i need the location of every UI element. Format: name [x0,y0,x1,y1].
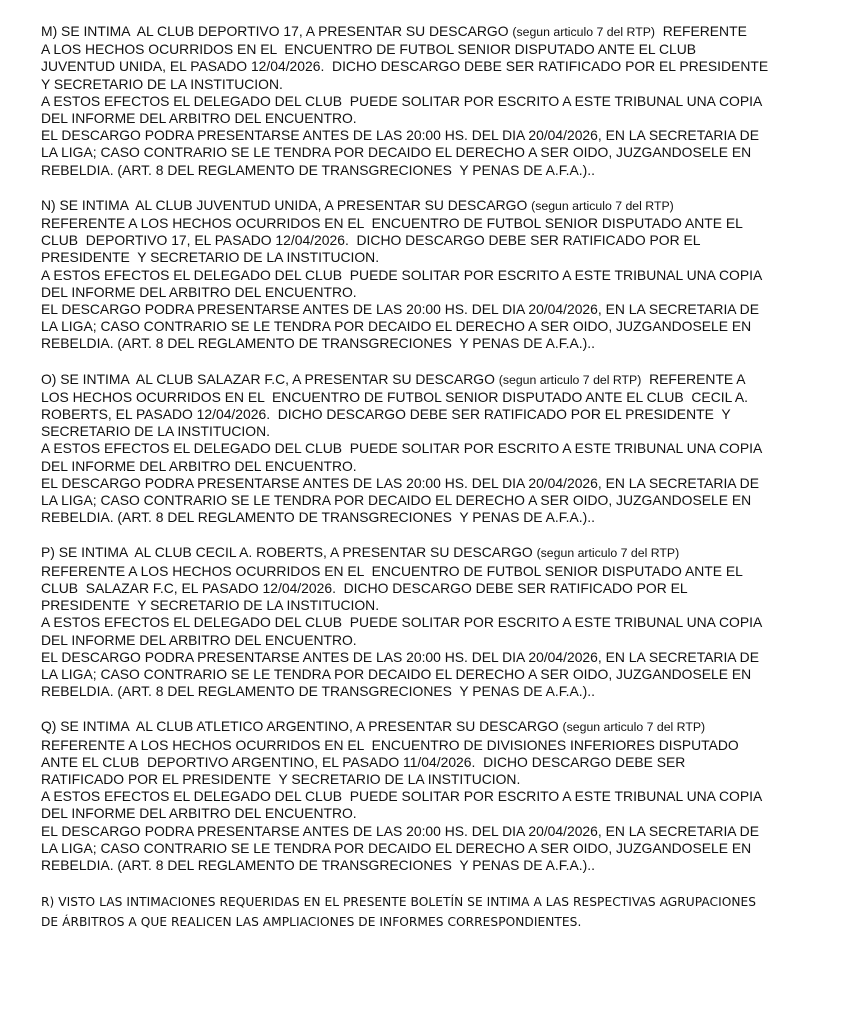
section-line: REBELDIA. (ART. 8 DEL REGLAMENTO DE TRANSGRECIONES Y PENAS DE A.F.A.).. [41,509,595,526]
section-line: DEL INFORME DEL ARBITRO DEL ENCUENTRO. [41,110,357,127]
closing-line: DE ÁRBITROS A QUE REALICEN LAS AMPLIACIONES DE INFORMES CORRESPONDIENTES. [41,915,582,930]
section-line: ANTE EL CLUB DEPORTIVO ARGENTINO, EL PASADO 11/04/2026. DICHO DESCARGO DEBE SER [41,753,686,770]
section-line: DEL INFORME DEL ARBITRO DEL ENCUENTRO. [41,457,357,474]
rtp-reference: (segun articulo 7 del RTP) [512,25,655,39]
section-line: LOS HECHOS OCURRIDOS EN EL ENCUENTRO DE FUTBOL SENIOR DISPUTADO ANTE EL CLUB CECIL A. [41,388,749,405]
section-line: ROBERTS, EL PASADO 12/04/2026. DICHO DESCARGO DEBE SER RATIFICADO POR EL PRESIDENTE Y [41,406,731,423]
section-line: SECRETARIO DE LA INSTITUCION. [41,423,270,440]
rtp-reference: (segun articulo 7 del RTP) [536,546,680,561]
section-n [41,197,828,353]
section-line: REBELDIA. (ART. 8 DEL REGLAMENTO DE TRANSGRECIONES Y PENAS DE A.F.A.).. [41,856,595,873]
section-line: EL DESCARGO PODRA PRESENTARSE ANTES DE LAS 20:00 HS. DEL DIA 20/04/2026, EN LA SECRETARIA DE [41,127,759,144]
section-line: LA LIGA; CASO CONTRARIO SE LE TENDRA POR DECAIDO EL DERECHO A SER OIDO, JUZGANDOSELE EN [41,839,752,856]
section-line: N) SE INTIMA AL CLUB JUVENTUD UNIDA, A PRESENTAR SU DESCARGO (segun articulo 7 del RTP) [41,196,674,213]
section-line: REFERENTE A LOS HECHOS OCURRIDOS EN EL ENCUENTRO DE FUTBOL SENIOR DISPUTADO ANTE EL [41,562,743,579]
section-line: EL DESCARGO PODRA PRESENTARSE ANTES DE LAS 20:00 HS. DEL DIA 20/04/2026, EN LA SECRETARIA DE [41,648,759,665]
section-line: EL DESCARGO PODRA PRESENTARSE ANTES DE LAS 20:00 HS. DEL DIA 20/04/2026, EN LA SECRETARIA DE [41,474,759,491]
section-line: CLUB SALAZAR F.C, EL PASADO 12/04/2026. DICHO DESCARGO DEBE SER RATIFICADO POR EL [41,579,688,596]
section-line: EL DESCARGO PODRA PRESENTARSE ANTES DE LAS 20:00 HS. DEL DIA 20/04/2026, EN LA SECRETARIA DE [41,301,759,318]
section-line: PRESIDENTE Y SECRETARIO DE LA INSTITUCION. [41,597,380,614]
section-line: REBELDIA. (ART. 8 DEL REGLAMENTO DE TRANSGRECIONES Y PENAS DE A.F.A.).. [41,161,595,178]
section-p [41,544,828,700]
section-line: REBELDIA. (ART. 8 DEL REGLAMENTO DE TRANSGRECIONES Y PENAS DE A.F.A.).. [41,335,595,352]
section-line: DEL INFORME DEL ARBITRO DEL ENCUENTRO. [41,283,357,300]
section-line: A ESTOS EFECTOS EL DELEGADO DEL CLUB PUEDE SOLITAR POR ESCRITO A ESTE TRIBUNAL UNA COPIA [41,92,763,109]
section-line: REBELDIA. (ART. 8 DEL REGLAMENTO DE TRANSGRECIONES Y PENAS DE A.F.A.).. [41,683,595,700]
section-line: P) SE INTIMA AL CLUB CECIL A. ROBERTS, A PRESENTAR SU DESCARGO (segun articulo 7 del RTP) [41,544,680,561]
section-line: CLUB DEPORTIVO 17, EL PASADO 12/04/2026. DICHO DESCARGO DEBE SER RATIFICADO POR EL [41,232,701,249]
section-line: LA LIGA; CASO CONTRARIO SE LE TENDRA POR DECAIDO EL DERECHO A SER OIDO, JUZGANDOSELE EN [41,318,752,335]
section-line: DEL INFORME DEL ARBITRO DEL ENCUENTRO. [41,631,357,648]
section-line: LA LIGA; CASO CONTRARIO SE LE TENDRA POR DECAIDO EL DERECHO A SER OIDO, JUZGANDOSELE EN [41,665,752,682]
rtp-reference: (segun articulo 7 del RTP) [498,372,642,387]
section-q [41,718,828,874]
section-line: A ESTOS EFECTOS EL DELEGADO DEL CLUB PUEDE SOLITAR POR ESCRITO A ESTE TRIBUNAL UNA COPIA [41,266,763,283]
section-line: REFERENTE A LOS HECHOS OCURRIDOS EN EL ENCUENTRO DE DIVISIONES INFERIORES DISPUTADO [41,736,739,753]
section-line: LA LIGA; CASO CONTRARIO SE LE TENDRA POR DECAIDO EL DERECHO A SER OIDO, JUZGANDOSELE EN [41,144,752,161]
rtp-reference: (segun articulo 7 del RTP) [531,198,674,213]
section-line: EL DESCARGO PODRA PRESENTARSE ANTES DE LAS 20:00 HS. DEL DIA 20/04/2026, EN LA SECRETARIA DE [41,822,759,839]
section-line: RATIFICADO POR EL PRESIDENTE Y SECRETARIO DE LA INSTITUCION. [41,770,521,787]
section-line: A ESTOS EFECTOS EL DELEGADO DEL CLUB PUEDE SOLITAR POR ESCRITO A ESTE TRIBUNAL UNA COPIA [41,788,763,805]
section-o [41,371,828,527]
section-line: Y SECRETARIO DE LA INSTITUCION. [41,75,283,92]
section-line: A ESTOS EFECTOS EL DELEGADO DEL CLUB PUEDE SOLITAR POR ESCRITO A ESTE TRIBUNAL UNA COPIA [41,614,763,631]
section-line: LA LIGA; CASO CONTRARIO SE LE TENDRA POR DECAIDO EL DERECHO A SER OIDO, JUZGANDOSELE EN [41,492,752,509]
section-m [41,23,828,179]
section-r [41,892,828,932]
section-line: M) SE INTIMA AL CLUB DEPORTIVO 17, A PRESENTAR SU DESCARGO (segun articulo 7 del RTP) REFERENTE [41,23,747,39]
section-line: A ESTOS EFECTOS EL DELEGADO DEL CLUB PUEDE SOLITAR POR ESCRITO A ESTE TRIBUNAL UNA COPIA [41,440,763,457]
rtp-reference: (segun articulo 7 del RTP) [562,720,706,735]
section-line: A LOS HECHOS OCURRIDOS EN EL ENCUENTRO DE FUTBOL SENIOR DISPUTADO ANTE EL CLUB [41,41,697,58]
section-line: PRESIDENTE Y SECRETARIO DE LA INSTITUCION. [41,249,380,266]
section-line: JUVENTUD UNIDA, EL PASADO 12/04/2026. DICHO DESCARGO DEBE SER RATIFICADO POR EL PRESIDENTE [41,58,769,75]
closing-line: R) VISTO LAS INTIMACIONES REQUERIDAS EN EL PRESENTE BOLETÍN SE INTIMA A LAS RESPECTIVAS AGRUPACIONES [41,895,757,910]
section-line: Q) SE INTIMA AL CLUB ATLETICO ARGENTINO, A PRESENTAR SU DESCARGO (segun articulo 7 del RTP) [41,718,706,735]
section-line: REFERENTE A LOS HECHOS OCURRIDOS EN EL ENCUENTRO DE FUTBOL SENIOR DISPUTADO ANTE EL [41,215,743,232]
section-line: DEL INFORME DEL ARBITRO DEL ENCUENTRO. [41,805,357,822]
section-line: O) SE INTIMA AL CLUB SALAZAR F.C, A PRESENTAR SU DESCARGO (segun articulo 7 del RTP) REFERENTE A [41,370,746,387]
